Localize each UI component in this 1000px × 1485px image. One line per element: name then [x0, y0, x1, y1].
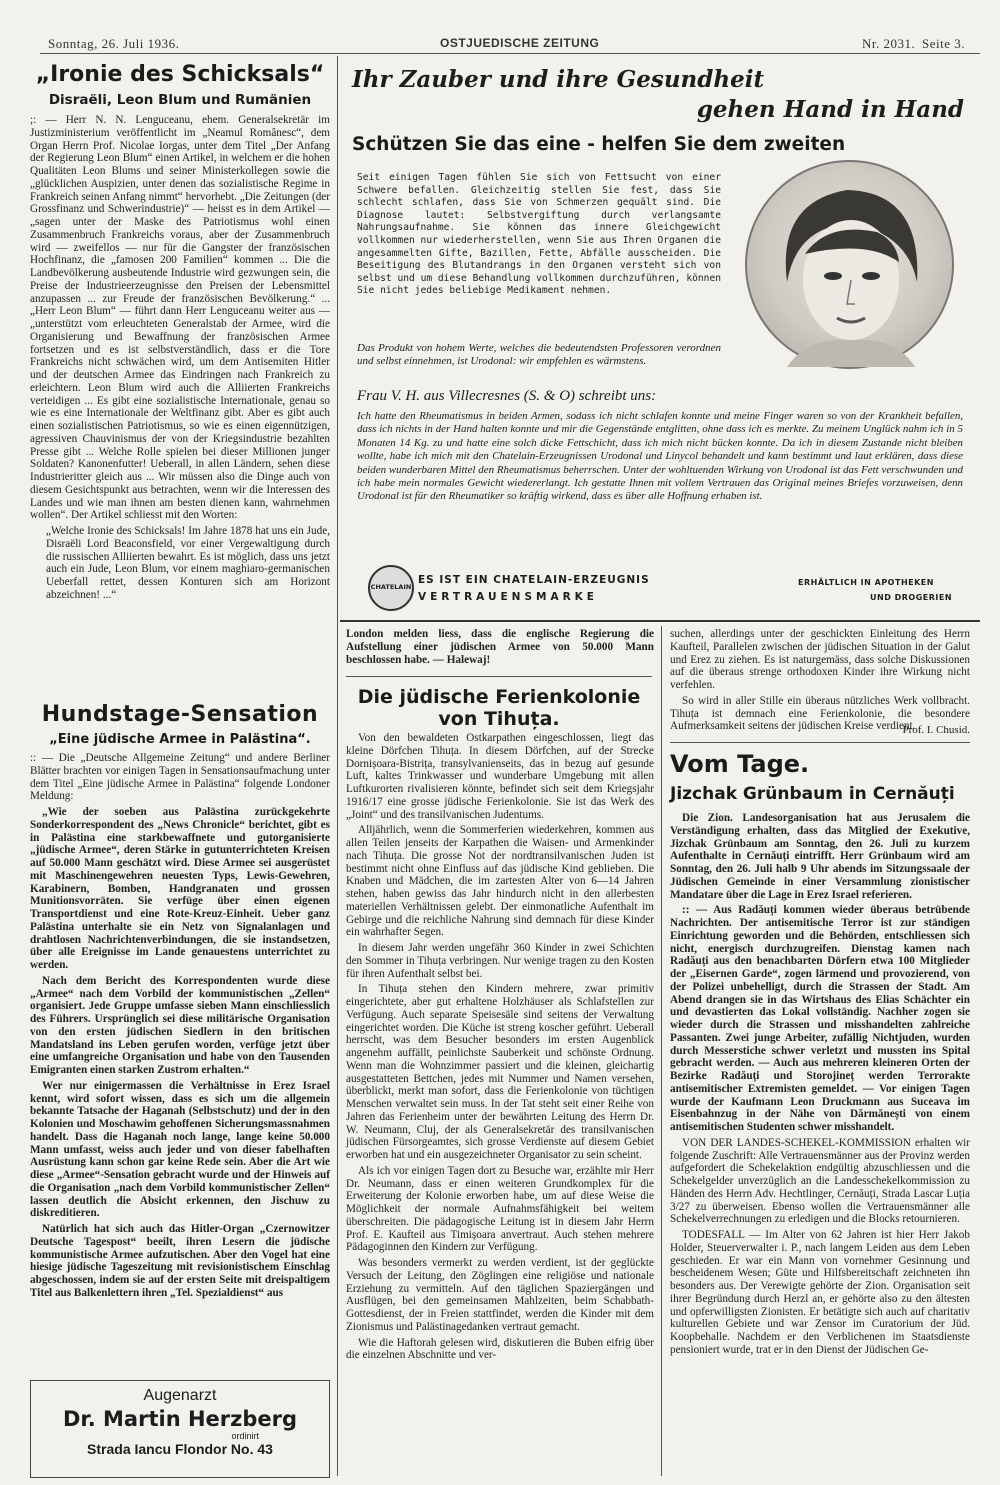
ad-brand-line2: VERTRAUENSMARKE	[418, 591, 598, 603]
newspaper-name: OSTJUEDISCHE ZEITUNG	[440, 36, 600, 50]
article-subtitle-hundstage: „Eine jüdische Armee in Palästina“.	[49, 732, 311, 747]
paragraph: Die Zion. Landesorganisation hat aus Jerusalem die Verständigung erhalten, dass das Mitglied der Exekutive, Jizchak Grünbaum am Sonntag, den 26. Juli zu kurzem Aufenthalte in Cernăuți eintrifft. Herr Grünbaum wird am Sonntag, den 26. Juli halb 9 Uhr abends im Sitzungssaale der Jüdischen Gemeinde in einer Versammlung zionistischer Mandatare über die Lage in Erez Israel referieren.	[670, 812, 970, 901]
ad-headline-line1: Ihr Zauber und ihre Gesundheit	[352, 66, 765, 93]
article-title-gruenbaum: Jizchak Grünbaum in Cernăuți	[670, 784, 955, 804]
ad-address: Strada Iancu Flondor No. 43	[87, 1441, 273, 1457]
article-title-ironie: „Ironie des Schicksals“	[35, 62, 325, 87]
paragraph: In diesem Jahr werden ungefähr 360 Kinder in zwei Schichten den Sommer in Tihuța verbringen. Nur wenige tragen zu den Kosten für ihren Aufenthalt selbst bei.	[346, 942, 654, 980]
ad-body-text: Seit einigen Tagen fühlen Sie sich von Fettsucht von einer Schwere befallen. Gleichzeitig stellen Sie fest, dass Sie schlecht schlafen, dass Sie von Schmerzen gequält sind. Die Diagnose lautet: Selbstvergiftung durch verlangsamte Nahrungsaufnahme. Sie können das innere Gleichgewicht vollkommen nur wiederherstellen, wenn Sie aus Ihren Organen die angesammelten Gifte, Bazillen, Fette, Abfälle ausscheiden. Die Beseitigung des Blutandrangs in den Organen versteht sich von selbst und um diese Behandlung vollkommen durchzuführen, können Sie nicht jedes beliebige Medikament nehmen.	[357, 172, 721, 297]
paragraph: VON DER LANDES-SCHEKEL-KOMMISSION erhalten wir folgende Zuschrift: Alle Vertrauensmänner aus der Provinz werden aufgefordert die Schekelaktion endgültig abzuschliessen und die Schekelgelder unverzüglich an die Landesschekelkommission zu Händen des Herrn Adv. Hechtlinger, Cernăuți, Strada Lascar Luția 3/27 zu überweisen. Ebenso wollen die Vertrauensmänner alle Schekelverrechnungen zu erledigen und die Blocks retournieren.	[670, 1136, 970, 1226]
issue-number: Nr. 2031.	[862, 36, 916, 51]
ad-testimonial-heading: Frau V. H. aus Villecresnes (S. & O) schreibt uns:	[357, 388, 657, 404]
ad-subheadline: Schützen Sie das eine - helfen Sie dem zweiten	[352, 134, 846, 155]
article-body-hundstage	[30, 752, 330, 1364]
header-rule	[40, 53, 980, 54]
article-title-hundstage: Hundstage-Sensation	[41, 702, 319, 727]
article-body-tihuta	[346, 732, 654, 1478]
section-rule	[670, 742, 970, 743]
ad-bottom-rule	[340, 620, 980, 622]
ad-recommendation: Das Produkt von hohem Werte, welches die bedeutendsten Professoren verordnen und selbst einnehmen, ist Urodonal: wir empfehlen es wärmstens.	[357, 342, 721, 367]
article-title-tihuta: Die jüdische Ferienkolonie von Tihuța.	[357, 686, 641, 730]
doctor-advertisement	[30, 1380, 330, 1478]
paragraph: Alljährlich, wenn die Sommerferien wiederkehren, kommen aus allen Teilen jenseits der Karpathen die Waisen- und Armenkinder nach Tihuța. Die grosse Not der nordtransilvanischen Juden ist bestimmt nicht ohne Einfluss auf das jüdische Kind geblieben. Die Knaben und Mädchen, die im zartesten Alter von 6—14 Jahren stehen, haben gewiss das Jahr hindurch nicht in den allerbesten materiellen Verhältnissen gelebt. Der einmonatliche Aufenthalt im Gebirge und die reichliche Nahrung sind demnach für diese Kinder ein wahrhafter Segen.	[346, 824, 654, 939]
paragraph: Nach dem Bericht des Korrespondenten wurde diese „Armee“ nach dem Vorbild der kommunistischen „Zellen“ organisiert. Jede Gruppe umfasse sieben Mann einschliesslich des Führers. Ursprünglich sei diese militärische Organisation von den ersten jüdischen Siedlern in den britischen Mandatsland ins Leben gerufen worden, verfüge jetzt über eine umfangreiche Organisation und habe von den Tausenden Emigranten einen starken Zustrom erhalten.“	[30, 974, 330, 1076]
ad-ordinirt: ordinirt	[231, 1431, 259, 1441]
paragraph: „Wie der soeben aus Palästina zurückgekehrte Sonderkorrespondent des „News Chronicle“ berichtet, gibt es in Palästina eine starkbewaffnete und gutorganisierte „jüdische Armee“, deren Stärke in gutunterrichteten Kreisen auf 50.000 Mann geschätzt wird. Diese Armee sei ausgerüstet mit Maschinengewehren neuesten Typs, Lewis-Gewehren, Karabinern, Bomben, Handgranaten und grossen Munitionsvorräten. Sie verfüge über einen eigenen Transportdienst und eine Rote-Kreuz-Einheit. Ueber ganz Palästina unterhalte sie ein Netz von Signalanlagen und drahtlosen Nachrichtenverbindungen, die sie instandsetzen, über alle Ereignisse im Lande genauestens unterrichtet zu werden.	[30, 806, 330, 971]
woman-portrait-image	[745, 160, 954, 369]
vom-tage-body	[670, 812, 970, 1476]
paragraph: Von den bewaldeten Ostkarpathen eingeschlossen, liegt das kleine Dörfchen Tihuța. In diesem Dörfchen, auf der Strecke Dornișoara-Bistrița, transylvanienseits, das in bezug auf gesunde Luft, kaltes Trinkwasser und wunderbare Umgebung mit allen Luftkurorten rivalisieren könnte, befindet sich seit dem Kriegsjahr 1916/17 eine grosse jüdische Ferienkolonie. Sie ist das Werk des „Joint“ und des transilvanischen Judentums.	[346, 732, 654, 821]
page-number: Seite 3.	[922, 36, 965, 51]
paragraph: Was besonders vermerkt zu werden verdient, ist der geglückte Versuch der Leitung, den Zöglingen eine religiöse und nationale Erziehung zu vermitteln. Auf den täglichen Spaziergängen und Ausflügen, bei den gemeinsamen Mahlzeiten, beim Schabbath-Gottesdienst, der in Freien stattfindet, werden die Kinder mit dem Zionismus und Palästinagedanken vertraut gemacht.	[346, 1257, 654, 1333]
ad-brand-line1: ES IST EIN CHATELAIN-ERZEUGNIS	[418, 574, 650, 586]
portrait-drawing	[747, 162, 952, 367]
article-subtitle-ironie: Disraëli, Leon Blum und Rumänien	[48, 92, 312, 108]
ad-availability-line1: ERHÄLTLICH IN APOTHEKEN	[798, 578, 934, 587]
section-rule	[346, 676, 652, 677]
quote-paragraph: „Welche Ironie des Schicksals! Im Jahre 1878 hat uns ein Jude, Disraëli Lord Beaconsfield, vor einer Vergewaltigung durch die russischen Alliierten bewahrt. Es ist möglich, dass uns jetzt auch ein Jude, Leon Blum, vor einem maghiaro-germanischen Ueberfall rettet, dessen Konturen sich am Horizont abzeichnen! ...“	[46, 525, 330, 601]
author-signature: Prof. I. Chusid.	[902, 724, 970, 736]
paragraph: So wird in aller Stille ein überaus nützliches Werk vollbracht. Tihuța ist demnach eine Ferienkolonie, die besondere Aufmerksamkeit seitens der jüdischen Kreise verdient.	[670, 694, 970, 733]
issue-date: Sonntag, 26. Juli 1936.	[48, 36, 180, 51]
paragraph: In Tihuța stehen den Kindern mehrere, zwar primitiv eingerichtete, aber gut erhaltene Holzhäuser als Schlafstellen zur Verfügung. Auch separate Speisesäle sind seitens der Verwaltung eingerichtet worden. Die Küche ist streng koscher geführt. Ueberall herrscht, was dem Besucher besonders im ersten Augenblick angenehm auffällt, peinlichste Sauberkeit und schönste Ordnung. Wenn man die Wohnzimmer passiert und die kleinen, gleichartig ausgestatteten Bettchen, jedes mit Nummer und Namen versehen, überblickt, merkt man sofort, dass die Ferienkolonie von tüchtigen Menschen verwaltet sein muss. In der Tat steht seit einer Reihe von Jahren das Ferienheim unter der bewährten Leitung des Herrn Dr. W. Neumann, Cluj, der als Generalsekretär des transilvanischen jüdischen Fürsorgeamtes, sich grosse Verdienste auf diesem Gebiet erworben hat und ein ausgezeichneter Organisator zu sein scheint.	[346, 983, 654, 1161]
chatelain-logo	[368, 565, 414, 611]
paragraph: Wer nur einigermassen die Verhältnisse in Erez Israel kennt, wird sofort wissen, dass es sich um die allgemein bekannte Tatsache der Haganah (Selbstschutz) und der in den Kolonien und Moschawim gehoffenen Sicherungsmassnahmen handelt. Dass die Haganah noch lange, lange keine 50.000 Mann umfasst, weiss auch jeder und von dieser fabelhaften Ausrüstung kann schon gar keine Rede sein. Aber die Art wie diese „Armee“-Sensation gebracht wurde und der Hinweis auf die Organisation „nach dem Vorbild kommunistischer Zellen“ lassen deutlich die Absicht erkennen, den Jischuw zu diskreditieren.	[30, 1079, 330, 1220]
paragraph: Wie die Haftorah gelesen wird, diskutieren die Buben eifrig über die einzelnen Abschnitte und ver-	[346, 1336, 654, 1362]
paragraph: :: — Aus Radăuți kommen wieder überaus betrübende Nachrichten. Der antisemitische Terror ist zur ständigen Einrichtung geworden und die Behörden, entschliessen sich nicht, energisch durchzugreifen. Dienstag kamen nach Radăuți aus den benachbarten Dörfern etwa 100 Mitglieder der „Eisernen Garde“, zogen lärmend und provozierend, von der Polizei unbehelligt, durch die Strassen der Stadt. Am Abend drangen sie in das Wirtshaus des Elias Schächter ein und devastierten das Lokal vollständig. Nachher zogen sie wieder durch die Strassen und misshandelten zahlreiche Passanten. Zwei junge Arbeiter, zufällig Nichtjuden, wurden durch Messerstiche schwer verletzt und mussten ins Spital gebracht werden. — Auch aus mehreren kleineren Orten der Bezirke Radăuți und Storojineț werden Terrorakte antisemitischer Extremisten gemeldet. — Vor einigen Tagen wurde der Kaufmann Leon Druckmann aus Suceava im Eisenbahnzug in der Nähe von Dărmănești von einem antisemitischen Studenten schwer misshandelt.	[670, 904, 970, 1133]
ad-doctor-name: Dr. Martin Herzberg	[62, 1407, 298, 1431]
paragraph: Als ich vor einigen Tagen dort zu Besuche war, erzählte mir Herr Dr. Neumann, dass er einen weiteren Grundkomplex für die Erweiterung der Kolonie erworben habe, um auf diese Weise die Möglichkeit der normale Aufnahmsfähigkeit bei weitem überschreiten. Die pädagogische Leitung ist in diesem Jahr Herrn Prof. E. Kaufteil aus Timișoara anvertraut. Auch stehen mehrere Pädagoginnen den Kindern zur Verfügung.	[346, 1164, 654, 1254]
paragraph: Natürlich hat sich auch das Hitler-Organ „Czernowitzer Deutsche Tagespost“ beeilt, ihren Lesern die jüdische kommunistische Armee aufzutischen. Aber den Vogel hat eine hiesige jüdische Tageszeitung mit revisionistischem Einschlag abgeschossen, indem sie auf der ersten Seite mit dreispaltigem Titel aus Balkenlettern ihren „Tel. Spezialdienst“ aus	[30, 1223, 330, 1299]
article-body-ironie	[30, 114, 330, 696]
paragraph: TODESFALL — Im Alter von 62 Jahren ist hier Herr Jakob Holder, Steuerverwalter i. P., nach langem Leiden aus dem Leben geschieden. Er war ein Mann von vornehmer Gesinnung und bescheidenem Wesen; Güte und Hilfsbereitschaft zeichneten ihn besonders aus. Der Verewigte gehörte der Zion. Organisation seit ihrer Begründung durch Herzl an, er gehörte also zu den ältesten und opferwilligsten Zionisten. Er betätigte sich auch auf charitativ kulturellen Gebiete und war Zensor im Curatorium der Jüd. Koopbehalle. Nachdem er den Verblichenen im Staatsdienste pensioniert wurde, trat er in den Dienst der Jüdischen Ge-	[670, 1229, 970, 1356]
paragraph: suchen, allerdings unter der geschickten Einleitung des Herrn Kaufteil, Parallelen zwischen der jüdischen Situation in der Galut und Erez zu ziehen. Es ist naturgemäss, dass solche Diskussionen auf die überaus strenge orthodoxen Kinder ihre Wirkung nicht verfehlen.	[670, 628, 970, 691]
section-title-vom-tage: Vom Tage.	[670, 750, 810, 778]
paragraph: ;: — Herr N. N. Lenguceanu, ehem. Generalsekretär im Justizministerium veröffentlicht im „Neamul Românesc“, dem Organ Herrn Prof. Nicolae Iorgas, unter dem Titel „Der Anfang der Regierung Leon Blum“ einen Artikel, in welchem er die hohen Qualitäten Leon Blums und seiner Ministerkollegen sowie die „glücklichen Auspizien, unter denen das sozialistische Regime in Frankreich seinen Anfang nimmt“ hervorhebt. „Die Zeitungen (der Grossfinanz und Schwerindustrie)“ — heisst es in dem Artikel — „sagen unter der Maske des Patriotismus wohl einen Zusammenbruch Frankreichs voraus, aber der Zusammenbruch wird — zweifellos — nur für die Gangster der französischen Hochfinanz, die „famosen 200 Familien“ kommen ... Die die Landbevölkerung ausbeutende Industrie wird gezwungen sein, die Preise der Industrieerzeugnisse den Preisen der Lebensmittel anzupassen ... zur Freude der französischen Bevölkerung.“ ... „Herr Leon Blum“ — führt dann Herr Lenguceanu weiter aus — „unterstützt vom erleuchteten Generalstab der Armee, wird die Organisierung und Bewaffnung der französischen Armee fortsetzen und es ist selbstverständlich, dass er die Tore Frankreichs nicht schwächen wird, um dem Antisemiten Hitler und der deutschen Armee das Eindringen nach Frankreich zu erleichtern. Leon Blum wird auch die Alliierten Frankreichs verteidigen ... Es gibt eine sozialistische Internationale, genau so wie es eine Internationale der Weltfinanz gibt. Aber es gibt auch einen sozialistischen Patriotismus, so wie es einen eigennützigen, agressiven Chauvinismus der von der Kriegsindustrie bezahlten Presse gibt ... Welche Rolle spielen bei dieser Millionen junger Soldaten? Kanonenfutter! Ueberall, in allen Ländern, sehen diese Industrieritter gleich aus ... Wir müssen also die Dinge auch von diesem Gesichtspunkt aus betrachten, wenn wir die Interessen des Landes und wie man ihnen am besten dienen kann, wahrnehmen wollen“. Der Artikel schliesst mit den Worten:	[30, 114, 330, 522]
ad-testimonial-text: Ich hatte den Rheumatismus in beiden Armen, sodass ich nicht schlafen konnte und meine Finger waren so von der Krankheit befallen, dass ich nichts in der Hand halten konnte und mir die Gegenstände entglitten, ohne dass ich es merkte. Zu meinem Unglück nahm ich in 5 Monaten 14 Kg. zu und hatte eine solch dicke Fettschicht, dass ich mich nicht bücken konnte. Da ich in diesem Zustande nicht bleiben wollte, habe ich mich mit den Chatelain-Erzeugnissen Urodonal und Linycol behandelt und kann bestimmt und laut erklären, dass diese beiden wunderbaren Mittel den Rheumatismus beherrschen. Unter der wohltuenden Wirkung von Urodonal ist das Fett verschwunden und ich habe mein normales Gewicht wiedererlangt. Ich gestatte Ihnen mit vollem Vertrauen das Original meines Briefes vorzuweisen, denn Urodonal ist für den Rheumatiker so kräftig wirkend, dass es über alle Hoffnung erhaben ist.	[357, 410, 963, 503]
ad-availability-line2: UND DROGERIEN	[870, 593, 953, 602]
column-rule-2	[661, 626, 662, 1476]
ad-profession: Augenarzt	[143, 1387, 217, 1404]
paragraph: :: — Die „Deutsche Allgemeine Zeitung“ und andere Berliner Blätter brachten vor einigen Tagen in Sensationsaufmachung unter dem Titel „Eine jüdische Armee in Palästina“ folgende Londoner Meldung:	[30, 752, 330, 803]
halewaj-paragraph: London melden liess, dass die englische Regierung die Aufstellung einer jüdischen Armee von 50.000 Mann beschlossen habe. — Halewaj!	[346, 628, 654, 666]
logo-text: CHATELAIN	[370, 583, 412, 591]
ad-headline-line2: gehen Hand in Hand	[696, 96, 964, 123]
column-rule-1	[337, 56, 338, 1476]
